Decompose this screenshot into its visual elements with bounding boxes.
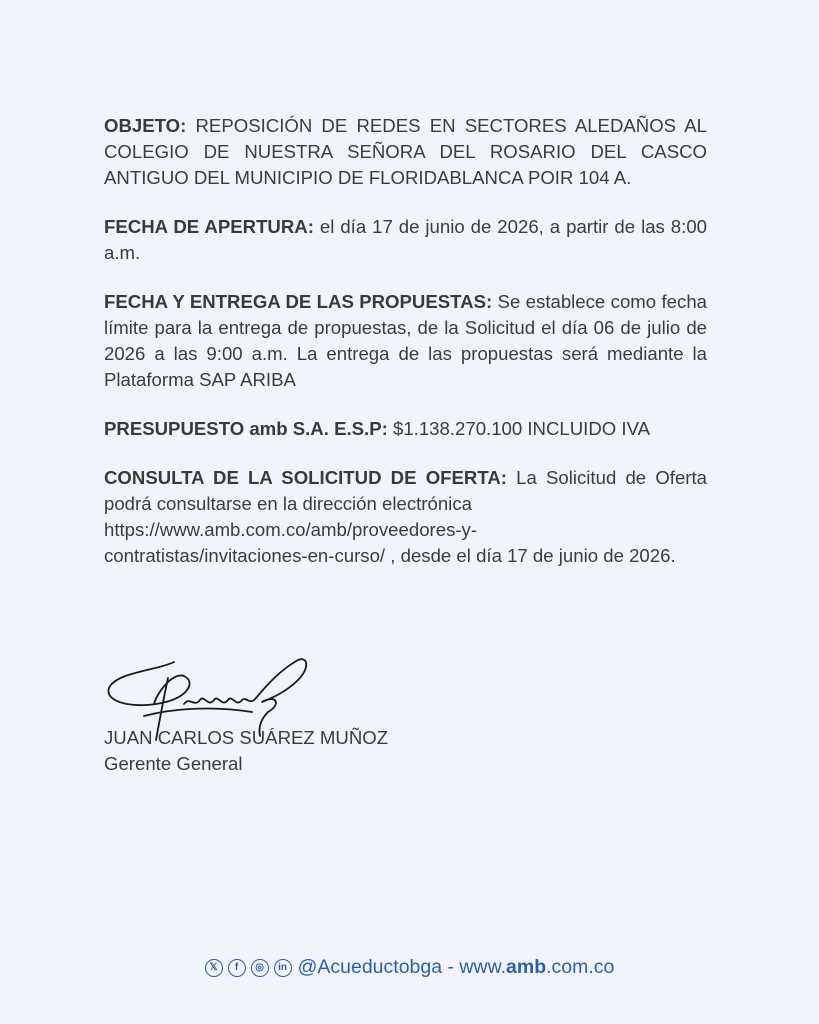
footer-handle[interactable]: @Acueductobga [297, 956, 443, 978]
instagram-icon[interactable]: ◎ [251, 959, 269, 977]
presupuesto-text: $1.138.270.100 INCLUIDO IVA [387, 418, 650, 439]
apertura-label: FECHA DE APERTURA: [104, 216, 314, 237]
signer-name: JUAN CARLOS SUÁREZ MUÑOZ [104, 727, 389, 748]
site-suffix: .com.co [546, 956, 615, 978]
site-prefix: www. [459, 956, 507, 978]
facebook-icon[interactable]: f [228, 959, 246, 977]
presupuesto-label: PRESUPUESTO amb S.A. E.S.P: [104, 418, 388, 439]
footer [0, 956, 819, 979]
consulta-paragraph [104, 465, 707, 569]
presupuesto-paragraph [104, 416, 707, 442]
site-bold: amb [506, 956, 547, 978]
apertura-paragraph [104, 214, 707, 266]
objeto-text: REPOSICIÓN DE REDES EN SECTORES ALEDAÑOS AL COLEGIO DE NUESTRA SEÑORA DEL ROSARIO DEL CASCO ANTIGUO DEL MUNICIPIO DE FLORIDABLANCA POIR 104 A. [104, 115, 707, 188]
objeto-label: OBJETO: [104, 115, 187, 136]
consulta-label: CONSULTA DE LA SOLICITUD DE OFERTA: [104, 467, 507, 488]
entrega-paragraph [104, 289, 707, 393]
apertura-text: el día 17 de junio de 2026, a partir de las 8:00 a.m. [104, 216, 707, 263]
footer-separator: - [442, 956, 460, 978]
document-body [104, 113, 707, 592]
consulta-text-after: , desde el día 17 de junio de 2026. [385, 545, 676, 566]
footer-website[interactable] [459, 956, 614, 979]
consulta-url-line1[interactable]: https://www.amb.com.co/amb/proveedores-y- [104, 519, 478, 540]
entrega-label: FECHA Y ENTREGA DE LAS PROPUESTAS: [104, 291, 493, 312]
consulta-url-line2[interactable]: contratistas/invitaciones-en-curso/ [104, 545, 386, 566]
signer-title: Gerente General [104, 753, 243, 774]
entrega-text: Se establece como fecha límite para la entrega de propuestas, de la Solicitud el día 06 de julio de 2026 a las 9:00 a.m. La entrega de las propuestas será mediante la Plataforma SAP ARIBA [104, 291, 707, 390]
consulta-text: La Solicitud de Oferta podrá consultarse en la dirección electrónica [104, 467, 707, 514]
signature-block [104, 656, 464, 786]
social-icons [205, 959, 292, 977]
linkedin-icon[interactable]: in [274, 959, 292, 977]
objeto-paragraph [104, 113, 707, 191]
x-icon[interactable]: 𝕏 [205, 959, 223, 977]
